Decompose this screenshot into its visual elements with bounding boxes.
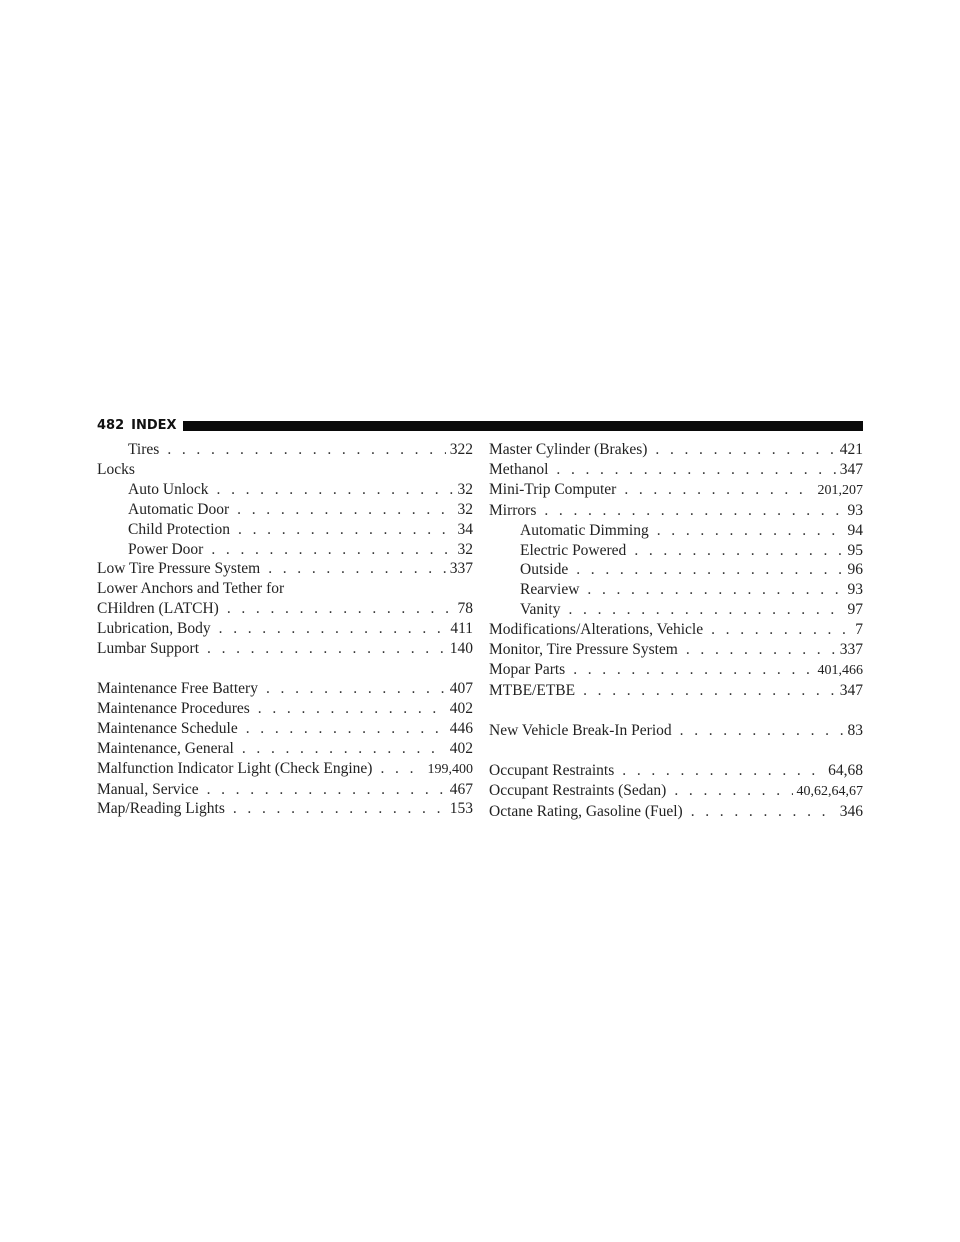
index-entry-occupant-restraints-sedan: Occupant Restraints (Sedan) . . . 40,62,64,67 — [489, 781, 863, 802]
index-entry-maintenance-procedures: Maintenance Procedures . . . 402 — [97, 699, 473, 719]
index-entry-rearview: Rearview . . . 93 — [489, 580, 863, 600]
index-entry-mini-trip-computer: Mini-Trip Computer . . . 201,207 — [489, 480, 863, 501]
index-column-right — [489, 440, 863, 821]
index-entry-master-cylinder: Master Cylinder (Brakes) . . . 421 — [489, 440, 863, 460]
page-number: 482 — [97, 418, 125, 433]
index-entry-lower-anchors: CHildren (LATCH) . . . 78 — [97, 599, 473, 619]
index-entry-electric-powered: Electric Powered . . . 95 — [489, 541, 863, 561]
index-entry-new-vehicle-break-in: New Vehicle Break-In Period . . . 83 — [489, 721, 863, 741]
index-entry-monitor-tire-pressure: Monitor, Tire Pressure System . . . 337 — [489, 640, 863, 660]
index-entry-auto-unlock: Auto Unlock . . . 32 — [97, 480, 473, 500]
index-entry-methanol: Methanol . . . 347 — [489, 460, 863, 480]
index-entry-modifications: Modifications/Alterations, Vehicle . . . 7 — [489, 620, 863, 640]
index-entry-lubrication-body: Lubrication, Body . . . 411 — [97, 619, 473, 639]
index-entry-mopar-parts: Mopar Parts . . . 401,466 — [489, 660, 863, 681]
index-entry-automatic-dimming: Automatic Dimming . . . 94 — [489, 521, 863, 541]
index-entry-automatic-door: Automatic Door . . . 32 — [97, 500, 473, 520]
section-title: INDEX — [131, 418, 177, 433]
index-column-left — [97, 440, 473, 819]
index-entry-mtbe-etbe: MTBE/ETBE . . . 347 — [489, 681, 863, 701]
index-entry-octane-rating: Octane Rating, Gasoline (Fuel) . . . 346 — [489, 802, 863, 822]
index-entry-maintenance-general: Maintenance, General . . . 402 — [97, 739, 473, 759]
header-rule — [183, 421, 863, 431]
index-entry-malfunction-indicator: Malfunction Indicator Light (Check Engine) . . . 199,400 — [97, 759, 473, 780]
index-entry-child-protection: Child Protection . . . 34 — [97, 520, 473, 540]
index-entry-lower-anchors-line1: Lower Anchors and Tether for — [97, 580, 285, 598]
page-header — [97, 418, 863, 434]
index-entry-low-tire-pressure: Low Tire Pressure System . . . 337 — [97, 559, 473, 579]
index-heading-locks: Locks — [97, 460, 135, 478]
index-entry-map-reading-lights: Map/Reading Lights . . . 153 — [97, 799, 473, 819]
index-entry-mirrors: Mirrors . . . 93 — [489, 501, 863, 521]
index-entry-power-door: Power Door . . . 32 — [97, 540, 473, 560]
index-entry-vanity: Vanity . . . 97 — [489, 600, 863, 620]
index-entry-lumbar-support: Lumbar Support . . . 140 — [97, 639, 473, 659]
index-entry-maintenance-schedule: Maintenance Schedule . . . 446 — [97, 719, 473, 739]
index-entry-occupant-restraints: Occupant Restraints . . . 64,68 — [489, 761, 863, 781]
index-entry-maintenance-free-battery: Maintenance Free Battery . . . 407 — [97, 679, 473, 699]
index-entry-manual-service: Manual, Service . . . 467 — [97, 780, 473, 800]
index-entry-outside: Outside . . . 96 — [489, 560, 863, 580]
index-entry-tires: Tires . . . 322 — [97, 440, 473, 460]
